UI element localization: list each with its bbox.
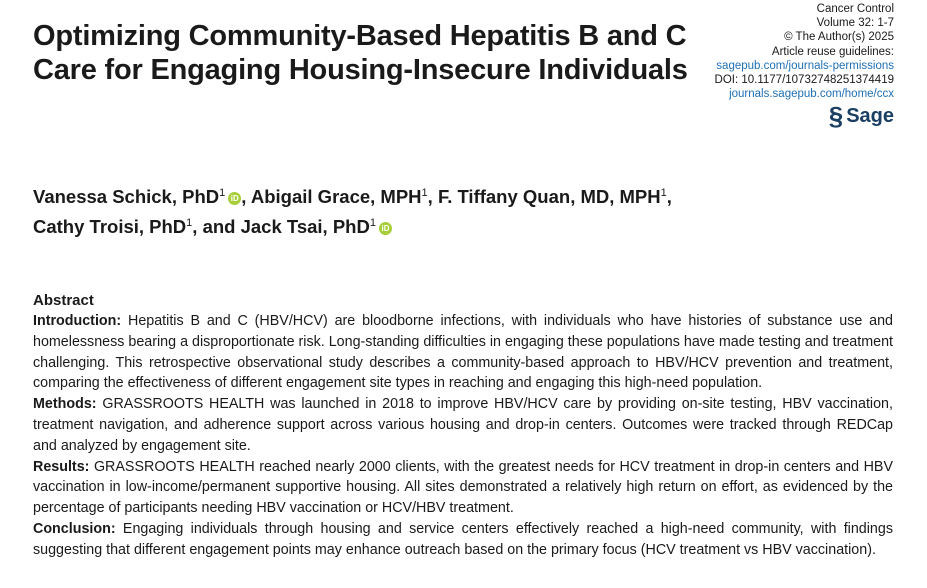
- section-label: Methods:: [33, 396, 97, 413]
- author-affiliation: 1: [421, 187, 428, 199]
- author-name: F. Tiffany Quan, MD, MPH: [437, 186, 661, 207]
- author-affiliation: 1: [186, 217, 193, 229]
- journal-home-link[interactable]: journals.sagepub.com/home/ccx: [729, 88, 894, 101]
- section-label: Conclusion:: [33, 520, 116, 537]
- abstract: [33, 290, 893, 561]
- journal-name: Cancer Control: [816, 3, 894, 15]
- abstract-methods: [33, 394, 893, 456]
- abstract-introduction: [33, 311, 893, 394]
- journal-info: [715, 2, 894, 101]
- author-list: [33, 180, 893, 240]
- author-name: Jack Tsai, PhD: [240, 216, 370, 237]
- abstract-heading: Abstract: [33, 292, 94, 309]
- author-separator: ,: [666, 186, 672, 207]
- reuse-guidelines-label: Article reuse guidelines:: [771, 45, 894, 58]
- author-name: Cathy Troisi, PhD: [33, 216, 187, 237]
- abstract-results: [33, 457, 893, 519]
- author-cathy-troisi: [33, 216, 192, 237]
- author-affiliation: 1: [369, 217, 376, 229]
- article-title: Optimizing Community-Based Hepatitis B and C Care for Engaging Housing-Insecure Individuals: [33, 20, 688, 86]
- section-label: Introduction:: [33, 313, 122, 329]
- author-jack-tsai: [241, 216, 392, 237]
- orcid-icon[interactable]: iD: [228, 192, 241, 205]
- permissions-link[interactable]: sagepub.com/journals-permissions: [716, 59, 894, 72]
- orcid-icon[interactable]: iD: [379, 222, 392, 235]
- journal-volume: Volume 32: 1-7: [816, 17, 894, 30]
- section-text: GRASSROOTS HEALTH reached nearly 2000 clients, with the greatest needs for HCV treatment in drop-in centers and HBV vaccination in low-income/permanent supportive housing. All sites demonstrated a relatively high return on effort, as evidenced by the percentage of participants needing HBV vaccination or HCV/HBV treatment.: [33, 458, 893, 517]
- publisher-logo: [828, 101, 894, 131]
- author-conjunction: and: [202, 216, 236, 237]
- author-name: Vanessa Schick, PhD: [33, 186, 220, 207]
- author-separator: ,: [192, 216, 198, 237]
- author-f-tiffany-quan: [438, 186, 667, 207]
- author-separator: ,: [241, 186, 247, 207]
- author-vanessa-schick: [33, 186, 241, 207]
- section-label: Results:: [33, 458, 90, 475]
- author-affiliation: 1: [219, 187, 226, 199]
- abstract-conclusion: [33, 519, 893, 561]
- author-separator: ,: [427, 186, 433, 207]
- doi: DOI: 10.1177/10732748251374419: [714, 74, 894, 87]
- copyright: © The Author(s) 2025: [784, 31, 894, 44]
- section-text: Hepatitis B and C (HBV/HCV) are bloodborne infections, with individuals who have histories of substance use and homelessness bearing a disproportionate risk. Long-standing difficulties in engaging these populations have made testing and treatment challenging. This retrospective observational study describes a community-based approach to HBV/HCV prevention and treatment, comparing the effectiveness of different engagement site types in reaching and engaging this high-need population.: [33, 313, 893, 392]
- author-affiliation: 1: [660, 187, 667, 199]
- section-text: GRASSROOTS HEALTH was launched in 2018 to improve HBV/HCV care by providing on-site testing, HBV vaccination, treatment navigation, and adherence support across various housing and drop-in centers. Outcomes were tracked through REDCap and analyzed by engagement site.: [33, 396, 893, 454]
- section-text: Engaging individuals through housing and service centers effectively reached a high-need community, with findings suggesting that different engagement points may enhance outreach based on the primary focus (HCV treatment vs HBV vaccination).: [33, 520, 893, 558]
- author-abigail-grace: [251, 186, 428, 207]
- publisher-name: Sage: [846, 104, 894, 127]
- author-name: Abigail Grace, MPH: [250, 186, 422, 207]
- sage-s-logo-icon: §: [828, 101, 844, 131]
